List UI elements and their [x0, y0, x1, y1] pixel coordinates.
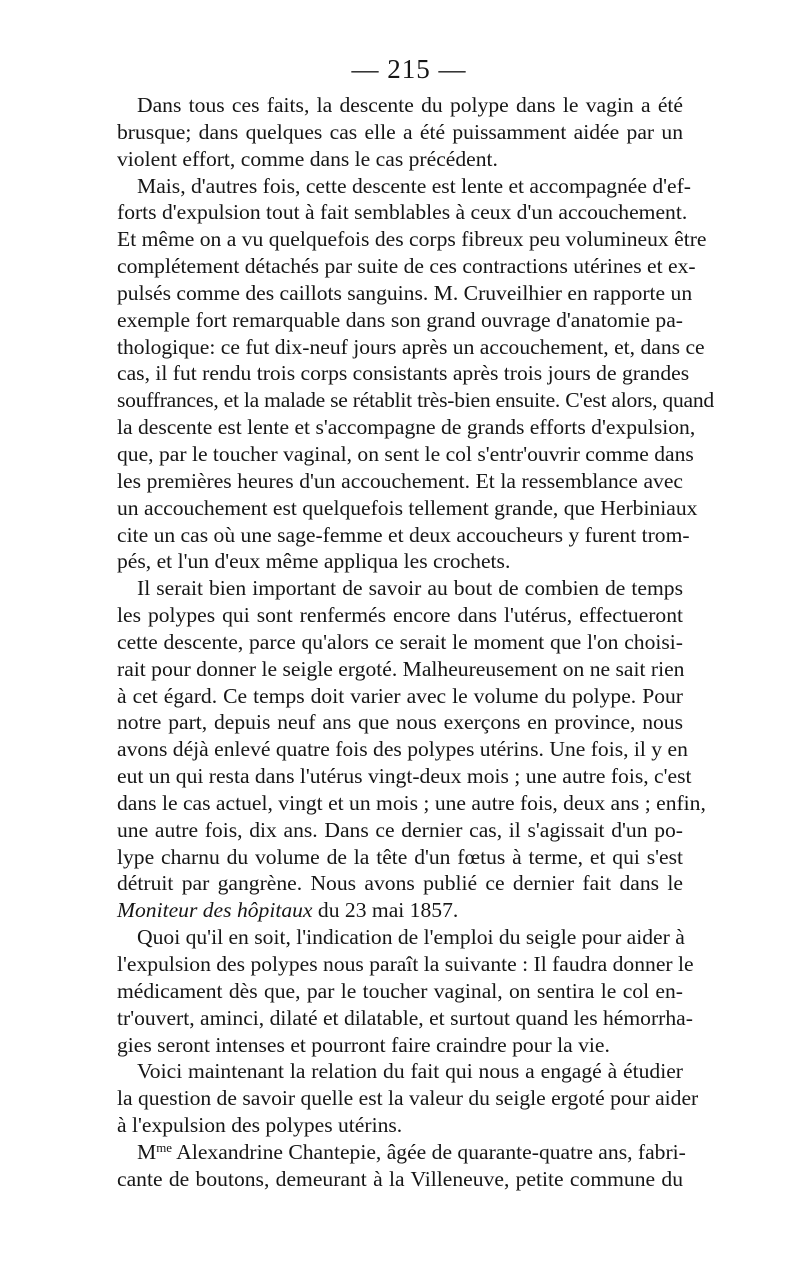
- text-line: Mais, d'autres fois, cette descente est lente et accompagnée d'ef-: [137, 173, 691, 198]
- paragraph-6: [117, 1139, 686, 1193]
- text-line: Et même on a vu quelquefois des corps fibreux peu volumineux être: [117, 227, 707, 252]
- text-line: à l'expulsion des polypes utérins.: [117, 1113, 403, 1138]
- text-line: l'expulsion des polypes nous paraît la suivante : Il faudra donner le: [117, 952, 694, 976]
- text-line: pés, et l'un d'eux même appliqua les crochets.: [117, 549, 511, 574]
- text-line: cante de boutons, demeurant à la Villeneuve, petite commune du: [117, 1166, 683, 1191]
- text-line: cette descente, parce qu'alors ce serait le moment que l'on choisi-: [117, 629, 683, 654]
- text-line: les premières heures d'un accouchement. Et la ressemblance avec: [117, 468, 683, 493]
- text-line: Il serait bien important de savoir au bout de combien de temps: [137, 576, 683, 601]
- text-line: [117, 1139, 686, 1166]
- text-line: Quoi qu'il en soit, l'indication de l'emploi du seigle pour aider à: [137, 925, 685, 950]
- text-line: tr'ouvert, aminci, dilaté et dilatable, et surtout quand les hémorrha-: [117, 1005, 693, 1030]
- text-line: détruit par gangrène. Nous avons publié ce dernier fait dans le: [117, 871, 683, 896]
- text-line: Dans tous ces faits, la descente du polype dans le vagin a été: [137, 93, 683, 117]
- text-line: la descente est lente et s'accompagne de grands efforts d'expulsion,: [117, 415, 696, 440]
- text-line: Voici maintenant la relation du fait qui nous a engagé à étudier: [137, 1059, 683, 1084]
- text-line: violent effort, comme dans le cas précédent.: [117, 146, 498, 171]
- book-page: [117, 52, 714, 1193]
- page-number: — 215 —: [351, 54, 467, 84]
- text-line: lype charnu du volume de la tête d'un fœtus à terme, et qui s'est: [117, 844, 683, 869]
- text-line: souffrances, et la malade se rétablit très-bien ensuite. C'est alors, quand: [117, 388, 714, 413]
- text-line-rest: Alexandrine Chantepie, âgée de quarante-quatre ans, fabri-: [172, 1139, 686, 1164]
- citation-date: du 23 mai 1857.: [312, 898, 459, 923]
- text-line: forts d'expulsion tout à fait semblables à ceux d'un accouchement.: [117, 200, 688, 225]
- text-line: gies seront intenses et pourront faire craindre pour la vie.: [117, 1032, 610, 1057]
- text-line: eut un qui resta dans l'utérus vingt-deux mois ; une autre fois, c'est: [117, 764, 692, 789]
- text-line: la question de savoir quelle est la valeur du seigle ergoté pour aider: [117, 1086, 699, 1111]
- text-line: que, par le toucher vaginal, on sent le col s'entr'ouvrir comme dans: [117, 441, 694, 466]
- text-line: cite un cas où une sage-femme et deux accoucheurs y furent trom-: [117, 522, 690, 547]
- text-line: les polypes qui sont renfermés encore dans l'utérus, effectueront: [117, 603, 683, 628]
- paragraph-2: [117, 173, 714, 576]
- paragraph-4: [117, 924, 694, 1058]
- paragraph-3: [117, 575, 706, 924]
- text-line: brusque; dans quelques cas elle a été puissamment aidée par un: [117, 119, 683, 144]
- paragraph-5: [117, 1058, 699, 1139]
- text-line: rait pour donner le seigle ergoté. Malheureusement on ne sait rien: [117, 656, 685, 681]
- text-line: complétement détachés par suite de ces contractions utérines et ex-: [117, 254, 696, 279]
- paragraph-1: [117, 92, 683, 173]
- journal-title: Moniteur des hôpitaux: [117, 898, 313, 923]
- text-line: [117, 897, 683, 924]
- text-line: cas, il fut rendu trois corps consistants après trois jours de grandes: [117, 361, 690, 386]
- text-line: une autre fois, dix ans. Dans ce dernier cas, il s'agissait d'un po-: [117, 817, 683, 842]
- text-line: avons déjà enlevé quatre fois des polypes utérins. Une fois, il y en: [117, 737, 688, 762]
- honorific-superscript: me: [156, 1139, 173, 1155]
- text-line: thologique: ce fut dix-neuf jours après un accouchement, et, dans ce: [117, 334, 705, 359]
- text-line: à cet égard. Ce temps doit varier avec le volume du polype. Pour: [117, 683, 683, 708]
- text-line: médicament dès que, par le toucher vaginal, on sentira le col en-: [117, 978, 683, 1003]
- honorific: M: [137, 1139, 157, 1164]
- text-line: pulsés comme des caillots sanguins. M. Cruveilhier en rapporte un: [117, 280, 693, 305]
- text-line: exemple fort remarquable dans son grand ouvrage d'anatomie pa-: [117, 307, 683, 332]
- text-line: dans le cas actuel, vingt et un mois ; une autre fois, deux ans ; enfin,: [117, 790, 706, 815]
- text-line: un accouchement est quelquefois tellement grande, que Herbiniaux: [117, 495, 698, 520]
- text-line: notre part, depuis neuf ans que nous exerçons en province, nous: [117, 710, 683, 735]
